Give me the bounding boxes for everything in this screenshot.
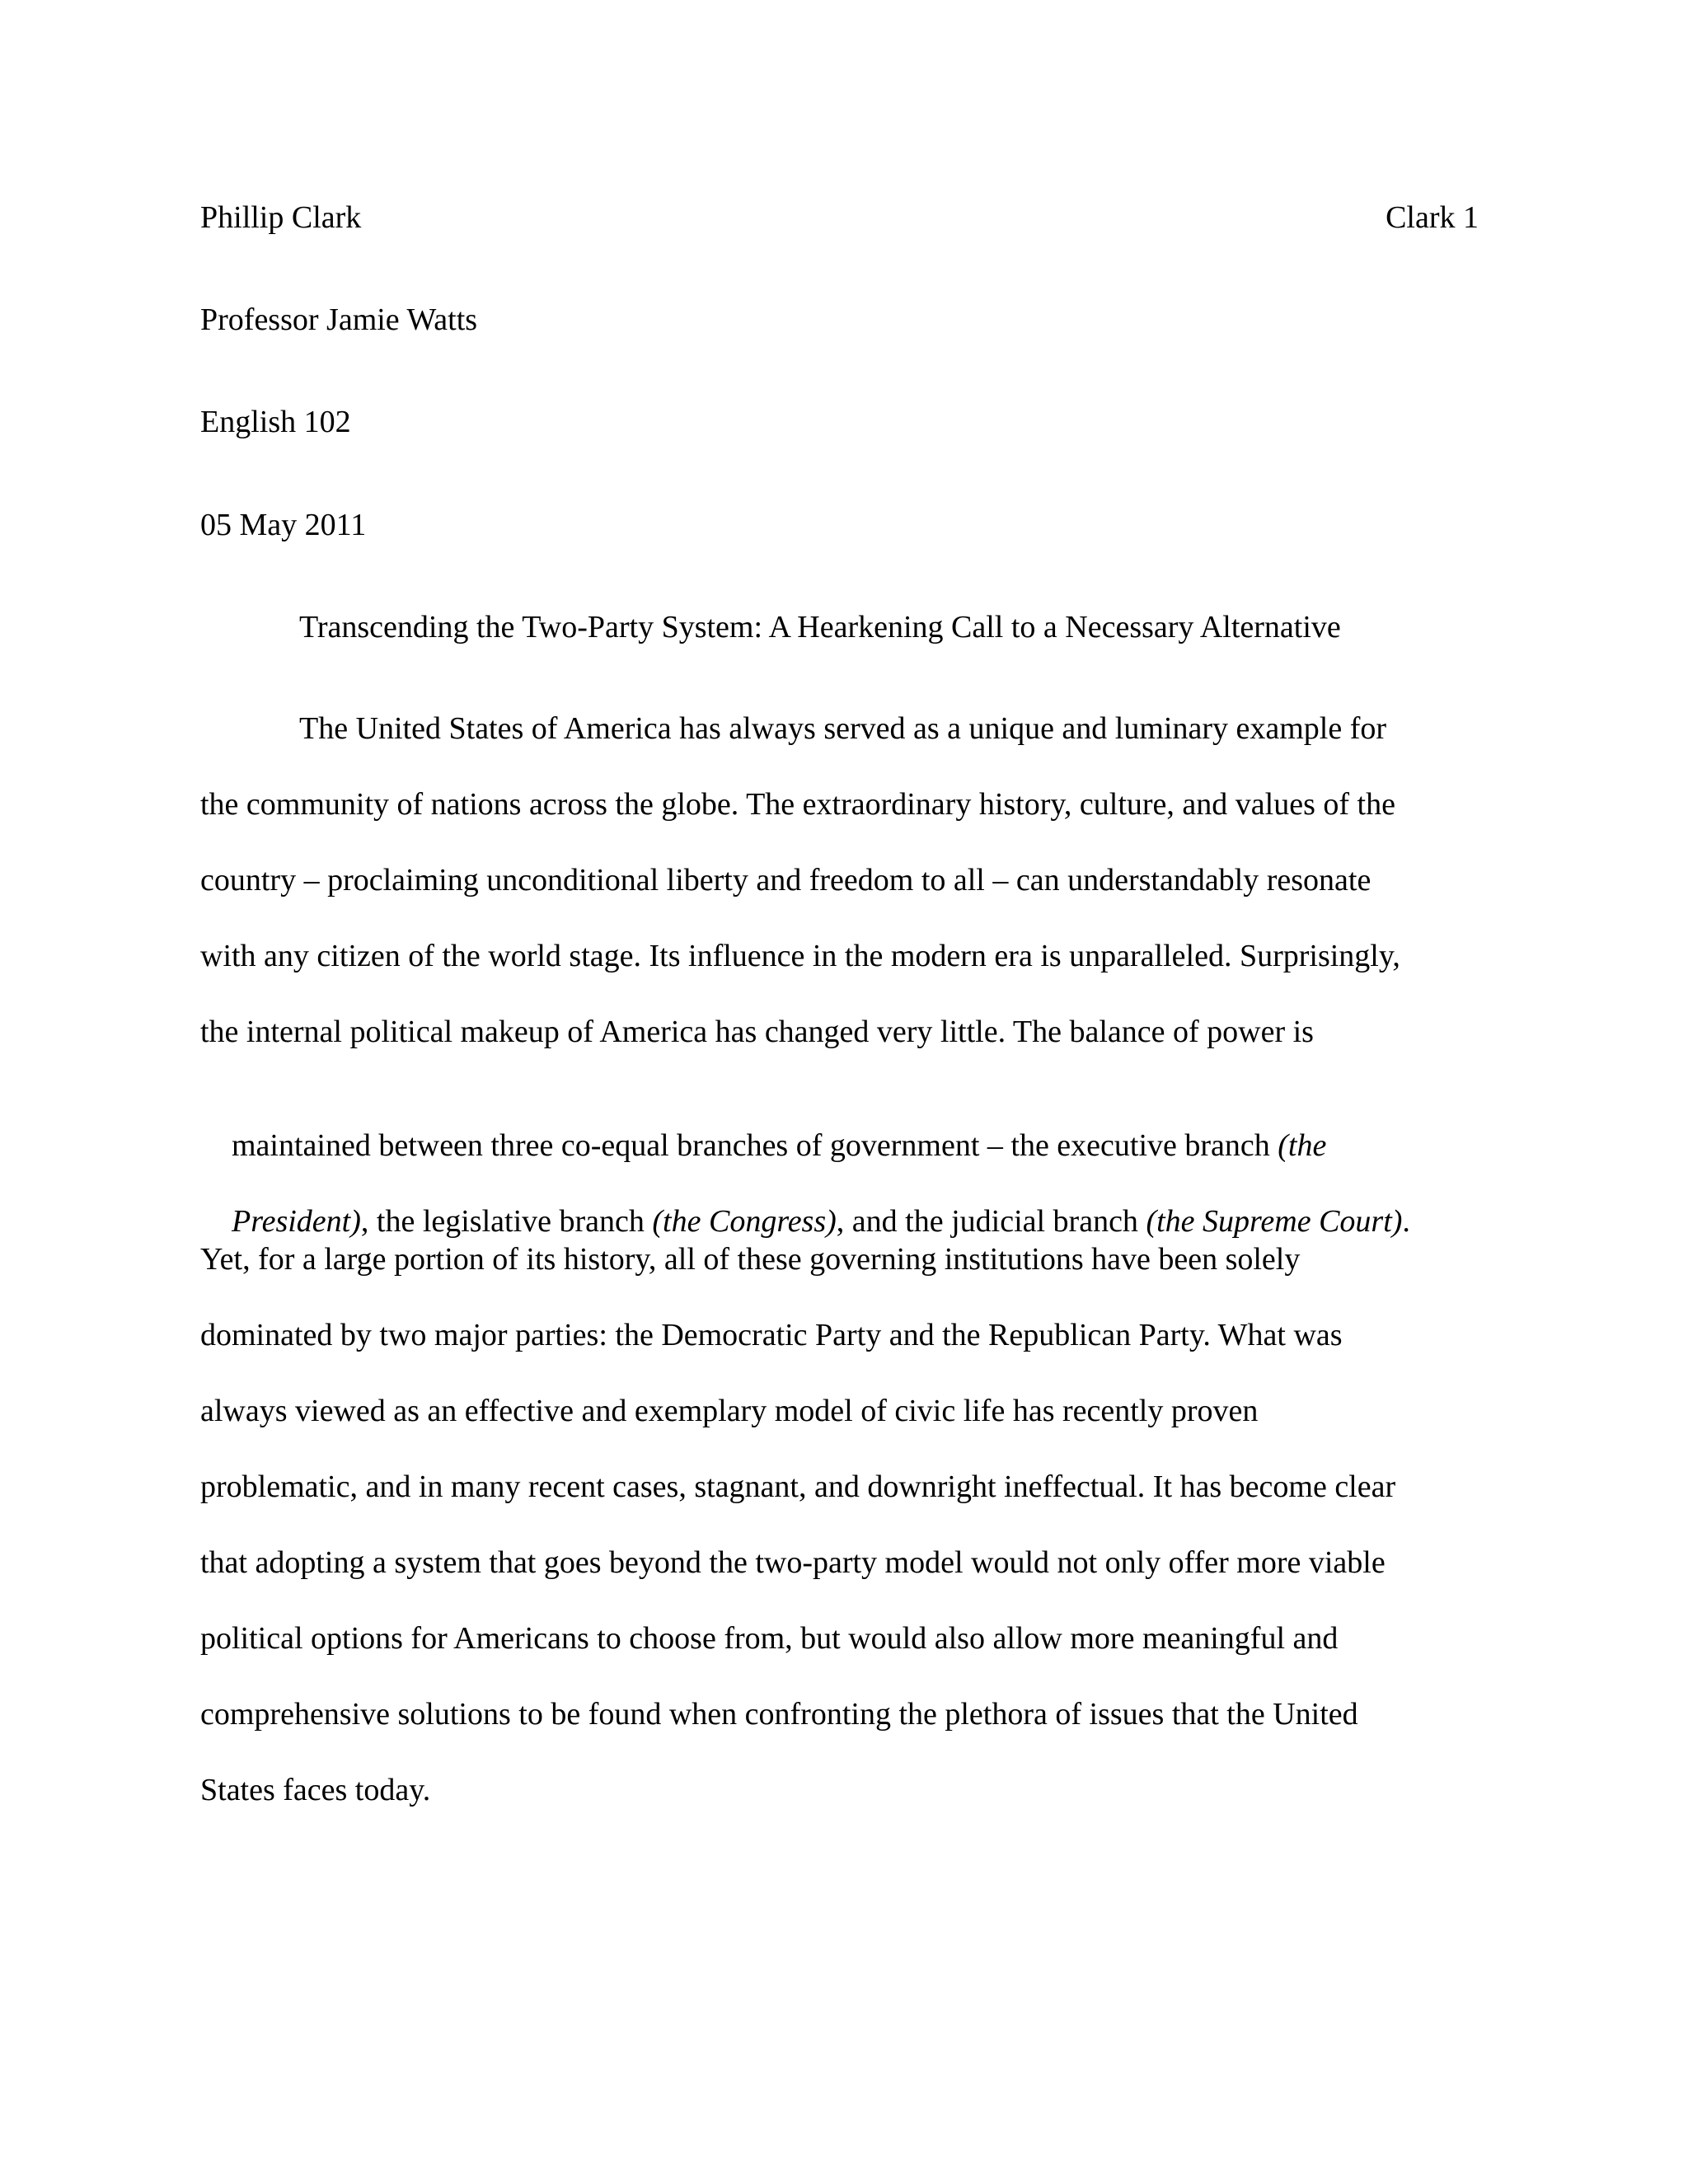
- paragraph-line: The United States of America has always served as a unique and luminary example for: [299, 711, 1387, 746]
- paragraph-line: Yet, for a large portion of its history, all of these governing institutions have been solely: [200, 1242, 1301, 1277]
- paragraph-line: comprehensive solutions to be found when confronting the plethora of issues that the United: [200, 1697, 1358, 1732]
- paragraph-text: .: [1402, 1204, 1410, 1239]
- paragraph-text: , and the judicial branch: [836, 1204, 1146, 1239]
- paragraph-text: , the legislative branch: [360, 1204, 653, 1239]
- italic-text: (the: [1278, 1128, 1327, 1163]
- paragraph-line: always viewed as an effective and exemplary model of civic life has recently proven: [200, 1394, 1259, 1428]
- paragraph-line: States faces today.: [200, 1773, 431, 1807]
- paragraph-line: the community of nations across the globe. The extraordinary history, culture, and values of the: [200, 787, 1395, 822]
- italic-text: (the Congress): [652, 1204, 837, 1239]
- paragraph-line: country – proclaiming unconditional liberty and freedom to all – can understandably resonate: [200, 863, 1372, 898]
- italic-text: President): [232, 1204, 361, 1239]
- date: 05 May 2011: [200, 508, 367, 542]
- essay-title: Transcending the Two-Party System: A Hearkening Call to a Necessary Alternative: [299, 610, 1341, 644]
- paragraph-line: the internal political makeup of America has changed very little. The balance of power is: [200, 1015, 1314, 1049]
- paragraph-line: that adopting a system that goes beyond the two-party model would not only offer more viable: [200, 1545, 1386, 1580]
- course-name: English 102: [200, 405, 351, 439]
- paragraph-line: political options for Americans to choose from, but would also allow more meaningful and: [200, 1621, 1339, 1656]
- italic-text: (the Supreme Court): [1146, 1204, 1403, 1239]
- professor-name: Professor Jamie Watts: [200, 302, 478, 337]
- page-number-header: Clark 1: [1386, 200, 1479, 235]
- paragraph-line: dominated by two major parties: the Democratic Party and the Republican Party. What was: [200, 1318, 1343, 1352]
- paragraph-line: with any citizen of the world stage. Its influence in the modern era is unparalleled. Surprisingly,: [200, 939, 1400, 973]
- paragraph-line: problematic, and in many recent cases, stagnant, and downright ineffectual. It has become clear: [200, 1469, 1396, 1504]
- paragraph-text: maintained between three co-equal branches of government – the executive branch: [232, 1128, 1278, 1163]
- author-name: Phillip Clark: [200, 200, 362, 235]
